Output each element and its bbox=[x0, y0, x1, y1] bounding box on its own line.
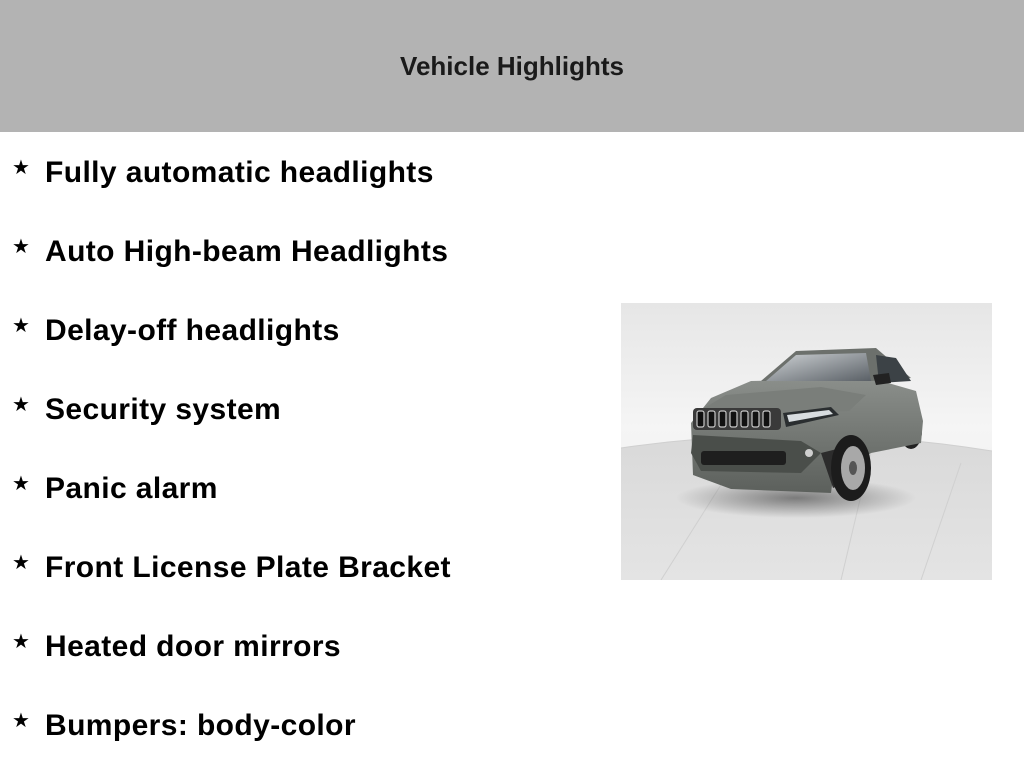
list-item bbox=[0, 292, 600, 371]
list-item bbox=[0, 450, 600, 529]
header-bar bbox=[0, 0, 1024, 132]
star-icon: ★ bbox=[12, 157, 30, 179]
highlight-label: Panic alarm bbox=[45, 472, 218, 505]
star-icon: ★ bbox=[12, 315, 30, 337]
list-item bbox=[0, 608, 600, 687]
highlight-label: Security system bbox=[45, 393, 282, 426]
star-icon: ★ bbox=[12, 236, 30, 258]
highlight-label: Fully automatic headlights bbox=[45, 156, 434, 189]
list-item bbox=[0, 213, 600, 292]
star-icon: ★ bbox=[12, 552, 30, 574]
highlight-label: Bumpers: body-color bbox=[45, 709, 356, 742]
highlight-label: Front License Plate Bracket bbox=[45, 551, 451, 584]
highlight-label: Delay-off headlights bbox=[45, 314, 340, 347]
star-icon: ★ bbox=[12, 631, 30, 653]
list-item bbox=[0, 134, 600, 213]
list-item bbox=[0, 529, 600, 608]
star-icon: ★ bbox=[12, 710, 30, 732]
star-icon: ★ bbox=[12, 473, 30, 495]
list-item bbox=[0, 687, 600, 766]
star-icon: ★ bbox=[12, 394, 30, 416]
page-title: Vehicle Highlights bbox=[400, 50, 624, 81]
highlights-list bbox=[0, 134, 600, 766]
suv-image bbox=[621, 303, 992, 580]
vehicle-photo bbox=[621, 303, 992, 580]
highlight-label: Heated door mirrors bbox=[45, 630, 341, 663]
highlight-label: Auto High-beam Headlights bbox=[45, 235, 449, 268]
list-item bbox=[0, 371, 600, 450]
